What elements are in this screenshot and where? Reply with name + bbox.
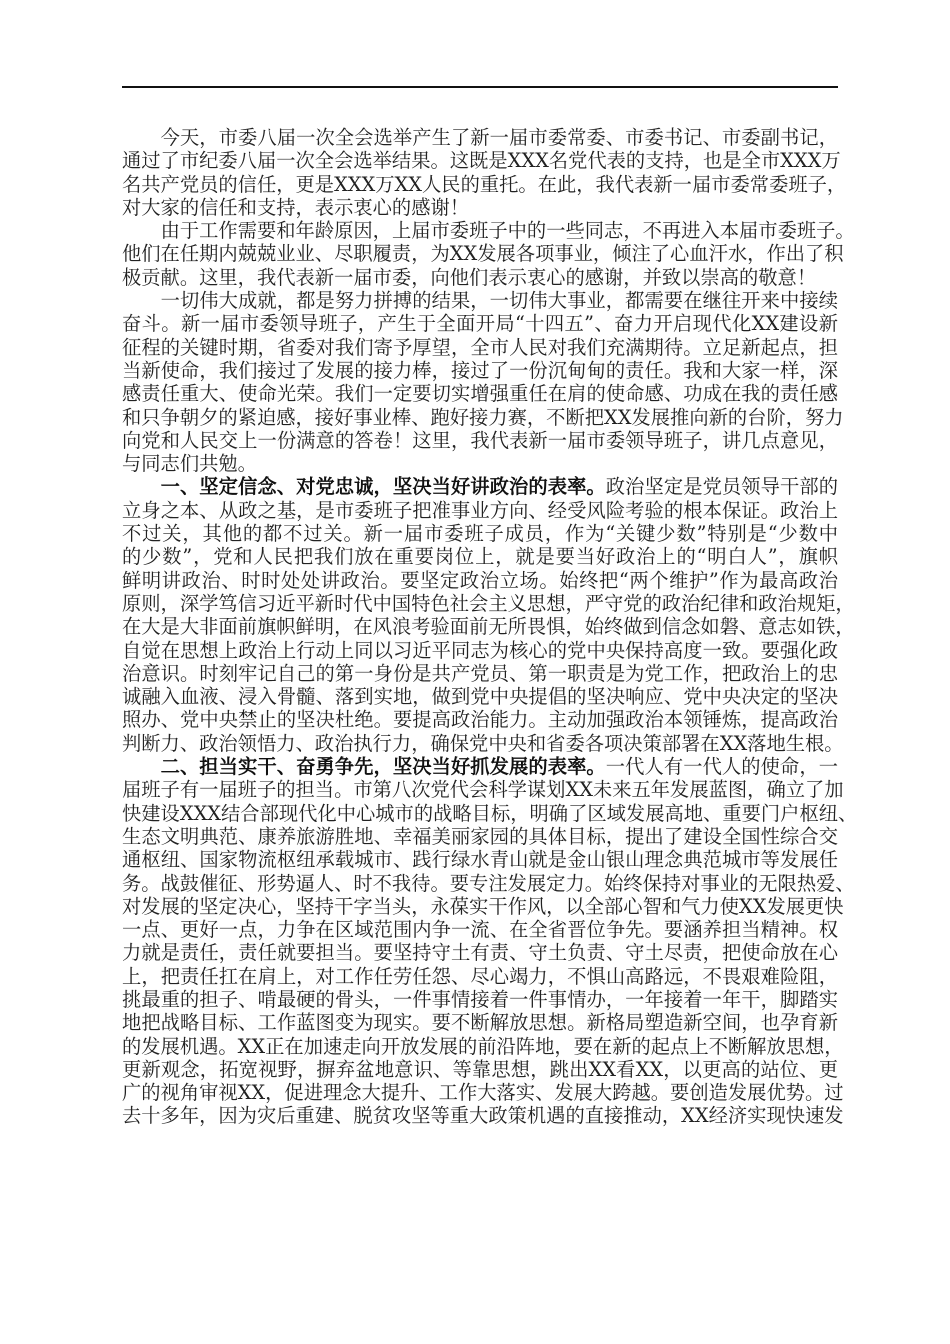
text-line — [122, 219, 855, 243]
line-text: 今天，市委八届一次全会选举产生了新一届市委常委、市委书记、市委副书记， — [160, 126, 838, 149]
line-text: 判断力、政治领悟力、政治执行力，确保党中央和省委各项决策部署在XX落地生根。 — [122, 731, 844, 755]
line-text: 照办、党中央禁止的坚决杜绝。要提高政治能力。主动加强政治本领锤炼，提高政治 — [122, 708, 838, 732]
text-line — [122, 242, 844, 266]
line-text: 的发展机遇。XX正在加速走向开放发展的前沿阵地，要在新的起点上不断解放思想， — [122, 1034, 844, 1058]
line-text: 鲜明讲政治、时时处处讲政治。要坚定政治立场。始终把“两个维护”作为最高政治 — [122, 568, 838, 592]
text-line — [122, 429, 838, 452]
paragraph — [122, 126, 847, 219]
line-text: 由于工作需要和年龄原因，上届市委班子中的一些同志，不再进入本届市委班子。 — [160, 219, 855, 243]
text-line — [122, 708, 838, 731]
text-line — [122, 801, 858, 825]
text-line — [122, 662, 838, 685]
line-text: 一代人有一代人的使命，一 — [605, 755, 838, 779]
line-text: 一点、更好一点，力争在区域范围内争一流、在全省晋位争先。要涵养担当精神。权 — [122, 918, 838, 942]
text-line — [122, 336, 838, 359]
text-line — [122, 848, 838, 871]
text-line — [122, 172, 847, 196]
line-text: 地把战略目标、工作蓝图变为现实。要不断解放思想。新格局塑造新空间，也孕育新 — [122, 1011, 838, 1035]
line-text: 极贡献。这里，我代表新一届市委，向他们表示衷心的感谢，并致以崇高的敬意！ — [122, 265, 817, 289]
text-line — [122, 965, 838, 988]
line-text: 诚融入血液、浸入骨髓、落到实地，做到党中央提倡的坚决响应、党中央决定的坚决 — [122, 685, 838, 709]
text-line — [122, 522, 838, 545]
line-text: 自觉在思想上政治上行动上同以习近平同志为核心的党中央保持高度一致。要强化政 — [122, 638, 838, 662]
line-text: 与同志们共勉。 — [122, 452, 257, 476]
text-line — [122, 1081, 844, 1105]
text-line — [122, 778, 844, 802]
line-text: 对发展的坚定决心，坚持干字当头，永葆实干作风，以全部心智和气力使XX发展更快 — [122, 894, 844, 918]
line-text: 对大家的信任和支持，表示衷心的感谢！ — [122, 195, 470, 219]
line-text: 他们在任期内兢兢业业、尽职履责，为XX发展各项事业，倾注了心血汗水，作出了积 — [122, 242, 844, 266]
line-text: 上，把责任扛在肩上，对工作任劳任怨、尽心竭力，不惧山高路远，不畏艰难险阻， — [122, 964, 838, 988]
text-line — [122, 266, 838, 289]
text-line — [122, 196, 838, 219]
line-text: 生态文明典范、康养旅游胜地、幸福美丽家园的具体目标，提出了建设全国性综合交 — [122, 824, 838, 848]
text-line — [122, 1104, 844, 1128]
text-line — [122, 731, 844, 755]
line-text: 立身之本、从政之基，是市委班子把准事业方向、经受风险考验的根本保证。政治上 — [122, 498, 838, 522]
line-text: 去十多年，因为灾后重建、脱贫攻坚等重大政策机遇的直接推动，XX经济实现快速发 — [122, 1104, 844, 1128]
text-line — [122, 615, 855, 639]
text-line — [122, 894, 844, 918]
line-text: 感责任重大、使命光荣。我们一定要切实增强重任在肩的使命感、功成在我的责任感 — [122, 382, 838, 406]
text-line — [122, 149, 841, 173]
paragraph — [122, 219, 855, 289]
line-text: 届班子有一届班子的担当。市第八次党代会科学谋划XX未来五年发展蓝图，确立了加 — [122, 778, 844, 802]
line-text: 治意识。时刻牢记自己的第一身份是共产党员、第一职责是为党工作，把政治上的忠 — [122, 661, 838, 685]
text-line — [122, 825, 838, 848]
line-text: 更新观念，拓宽视野，摒弃盆地意识、等靠思想，跳出XX看XX，以更高的站位、更 — [122, 1057, 838, 1081]
text-line — [122, 475, 838, 498]
text-line — [122, 941, 838, 964]
line-text: 力就是责任，责任就要担当。要坚持守土有责、守土负责、守土尽责，把使命放在心 — [122, 941, 838, 965]
section-heading: 一、坚定信念、对党忠诚，坚决当好讲政治的表率。 — [160, 475, 606, 499]
header-rule — [122, 86, 838, 88]
line-text: 广的视角审视XX，促进理念大提升、工作大落实、发展大跨越。要创造发展优势。过 — [122, 1081, 844, 1105]
line-text: 和只争朝夕的紧迫感，接好事业棒、跑好接力赛，不断把XX发展推向新的台阶，努力 — [122, 405, 844, 429]
text-line — [122, 1011, 838, 1034]
text-line — [122, 685, 838, 708]
text-line — [122, 1034, 844, 1058]
text-line — [122, 988, 838, 1011]
document-body — [122, 126, 858, 1128]
text-line — [122, 452, 838, 475]
line-text: 奋斗。新一届市委领导班子，产生于全面开局“十四五”、奋力开启现代化XX建设新 — [122, 312, 838, 336]
text-line — [122, 569, 838, 592]
paragraph — [122, 475, 855, 755]
text-line — [122, 1058, 838, 1081]
text-line — [122, 312, 838, 335]
line-text: 通过了市纪委八届一次全会选举结果。这既是XXX名党代表的支持，也是全市XXX万 — [122, 149, 841, 173]
line-text: 政治坚定是党员领导干部的 — [605, 475, 838, 499]
line-text: 征程的关键时期，省委对我们寄予厚望，全市人民对我们充满期待。立足新起点，担 — [122, 335, 838, 359]
text-line — [122, 499, 838, 522]
line-text: 向党和人民交上一份满意的答卷！这里，我代表新一届市委领导班子，讲几点意见， — [122, 428, 838, 452]
line-text: 通枢纽、国家物流枢纽承载城市、践行绿水青山就是金山银山理念典范城市等发展任 — [122, 848, 838, 872]
text-line — [122, 591, 855, 615]
line-text: 当新使命，我们接过了发展的接力棒，接过了一份沉甸甸的责任。我和大家一样，深 — [122, 358, 838, 382]
text-line — [122, 918, 838, 941]
paragraph — [122, 755, 858, 1128]
line-text: 一切伟大成就，都是努力拼搏的结果，一切伟大事业，都需要在继往开来中接续 — [160, 289, 838, 313]
line-text: 快建设XXX结合部现代化中心城市的战略目标，明确了区域发展高地、重要门户枢纽、 — [122, 801, 858, 825]
line-text: 的少数”，党和人民把我们放在重要岗位上，就是要当好政治上的“明白人”，旗帜 — [122, 545, 838, 569]
line-text: 原则，深学笃信习近平新时代中国特色社会主义思想，严守党的政治纪律和政治规矩， — [122, 591, 855, 615]
line-text: 务。战鼓催征、形势逼人、时不我待。要专注发展定力。始终保持对事业的无限热爱、 — [122, 871, 855, 895]
line-text: 在大是大非面前旗帜鲜明，在风浪考验面前无所畏惧，始终做到信念如磐、意志如铁， — [122, 615, 855, 639]
text-line — [122, 289, 838, 312]
text-line — [122, 871, 855, 895]
text-line — [122, 639, 838, 662]
line-text: 名共产党员的信任，更是XXX万XX人民的重托。在此，我代表新一届市委常委班子， — [122, 172, 847, 196]
text-line — [122, 382, 838, 405]
text-line — [122, 359, 838, 382]
text-line — [122, 755, 838, 778]
paragraph — [122, 289, 844, 476]
text-line — [122, 405, 844, 429]
line-text: 挑最重的担子、啃最硬的骨头，一件事情接着一件事情办，一年接着一年干，脚踏实 — [122, 987, 838, 1011]
section-heading: 二、担当实干、奋勇争先，坚决当好抓发展的表率。 — [160, 755, 606, 779]
text-line — [122, 545, 838, 568]
line-text: 不过关，其他的都不过关。新一届市委班子成员，作为“关键少数”特别是“少数中 — [122, 522, 838, 546]
text-line — [122, 126, 838, 149]
